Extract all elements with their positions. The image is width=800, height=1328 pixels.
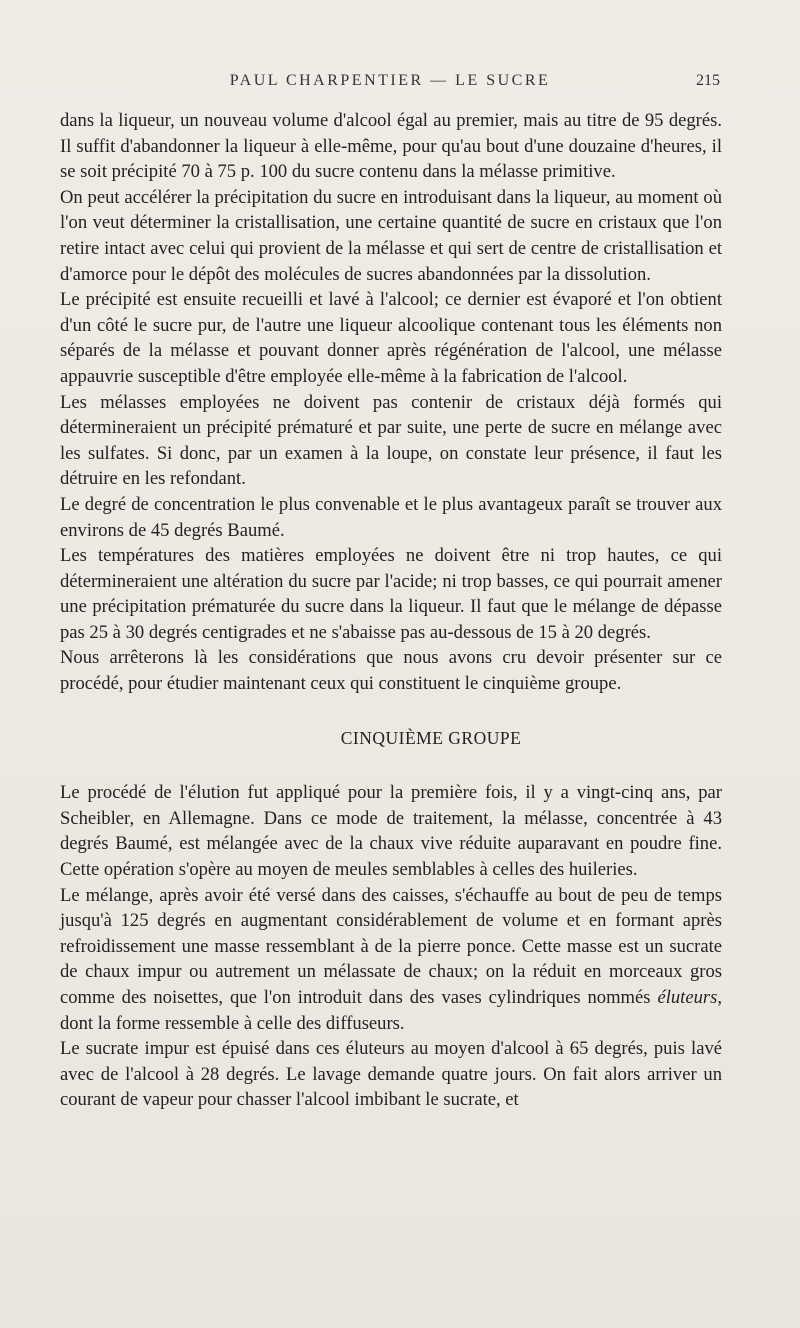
paragraph-text: , dont la forme ressemble à celle des diffuseurs. <box>60 987 722 1034</box>
paragraph: Le degré de concentration le plus convenable et le plus avantageux paraît se trouver aux environs de 45 degrés Baumé. <box>60 493 722 541</box>
paragraph: Les températures des matières employées ne doivent être ni trop hautes, ce qui détermineraient une altération du sucre par l'acide; ni trop basses, ce qui pourrait amener une précipitation prématurée du sucre dans la liqueur. Il faut que le mélange de dépasse pas 25 à 30 degrés centigrades et ne s'abaisse pas au-dessous de 15 à 20 degrés. <box>60 545 722 643</box>
paragraph: Nous arrêterons là les considérations que nous avons cru devoir présenter sur ce procédé, pour étudier maintenant ceux qui constituent le cinquième groupe. <box>60 647 722 695</box>
paragraph: dans la liqueur, un nouveau volume d'alcool égal au premier, mais au titre de 95 degrés. Il suffit d'abandonner la liqueur à elle-même, pour qu'au bout d'une douzaine d'heures, il se soit précipité 70 à 75 p. 100 du sucre contenu dans la mélasse primitive. <box>60 110 722 183</box>
running-title: PAUL CHARPENTIER — LE SUCRE <box>229 72 551 89</box>
italic-term: éluteurs <box>657 987 718 1008</box>
page-header <box>60 72 720 100</box>
body-text <box>60 108 722 1113</box>
paragraph: Les mélasses employées ne doivent pas contenir de cristaux déjà formés qui détermineraient un précipité prématuré et par suite, une perte de sucre en mélange avec les sulfates. Si donc, par un examen à la loupe, on constate leur présence, il faut les détruire en les refondant. <box>60 391 722 490</box>
paragraph: Le précipité est ensuite recueilli et lavé à l'alcool; ce dernier est évaporé et l'on obtient d'un côté le sucre pur, de l'autre une liqueur alcoolique contenant tous les éléments non séparés de la mélasse et pouvant donner après régénération de l'alcool, une mélasse appauvrie susceptible d'être employée elle-même à la fabrication de l'alcool. <box>60 289 722 387</box>
paragraph: On peut accélérer la précipitation du sucre en introduisant dans la liqueur, au moment où l'on veut déterminer la cristallisation, une certaine quantité de sucre en cristaux que l'on retire intact avec celui qui provient de la mélasse et qui sert de centre de cristallisation et d'amorce pour le dépôt des molécules de sucres abandonnées par la dissolution. <box>60 186 722 285</box>
section-heading: CINQUIÈME GROUPE <box>340 727 522 748</box>
paragraph: Le procédé de l'élution fut appliqué pour la première fois, il y a vingt-cinq ans, par Scheibler, en Allemagne. Dans ce mode de traitement, la mélasse, concentrée à 43 degrés Baumé, est mélangée avec de la chaux vive réduite auparavant en poudre fine. Cette opération s'opère au moyen de meules semblables à celles des huileries. <box>60 782 722 881</box>
paragraph: Le sucrate impur est épuisé dans ces éluteurs au moyen d'alcool à 65 degrés, puis lavé avec de l'alcool à 28 degrés. Le lavage demande quatre jours. On fait alors arriver un courant de vapeur pour chasser l'alcool imbibant le sucrate, et <box>60 1038 722 1111</box>
paragraph <box>60 883 722 1037</box>
paragraph-text: Le mélange, après avoir été versé dans des caisses, s'échauffe au bout de peu de temps jusqu'à 125 degrés en augmentant considérablement de volume et en formant après refroidissement une masse ressemblant à de la pierre ponce. Cette masse est un sucrate de chaux impur ou autrement un mélassate de chaux; on la réduit en morceaux gros comme des noisettes, que l'on introduit dans des vases cylindriques nommés <box>60 884 722 1008</box>
page-number: 215 <box>696 72 720 89</box>
